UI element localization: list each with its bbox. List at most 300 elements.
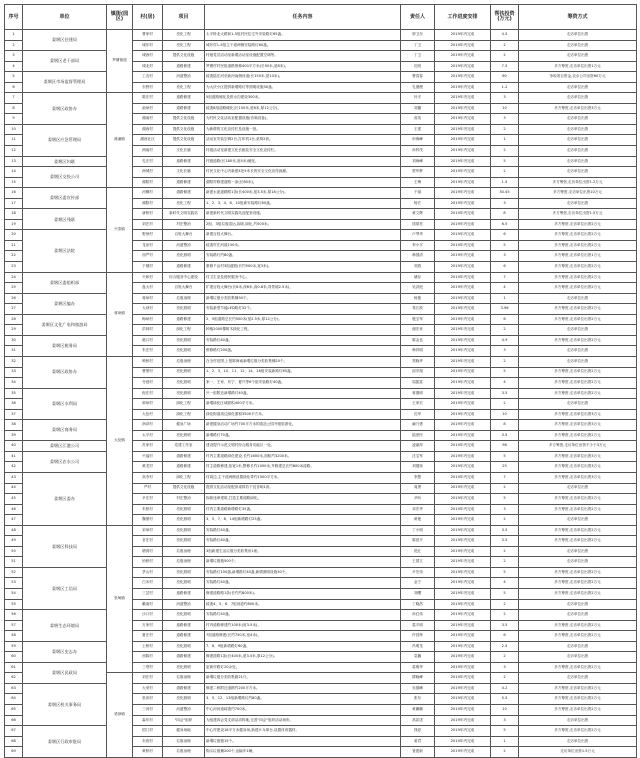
table-row <box>5 188 637 199</box>
content-cell: 修建二桥附近道路约200平方米。 <box>205 683 401 694</box>
funding-cell: 走访单位出资 <box>519 325 637 336</box>
project-cell: 亮化照明 <box>163 304 205 315</box>
invest-cell: 6 <box>491 262 519 273</box>
project-cell: 道路修建 <box>163 314 205 325</box>
table-row <box>5 51 637 62</box>
funding-cell: 走访单位出资 <box>519 736 637 747</box>
content-cell: 中心河河道疏浚约700米。 <box>205 705 401 716</box>
person-cell: 杨宏 <box>401 198 435 209</box>
invest-cell: 2 <box>491 546 519 557</box>
village-cell: 河横村 <box>133 188 163 199</box>
table-row <box>5 93 637 104</box>
row-number: 26 <box>5 293 23 304</box>
invest-cell: 7.5 <box>491 61 519 72</box>
project-cell: 文化长廊 <box>163 146 205 157</box>
row-number: 19 <box>5 219 23 230</box>
funding-cell: 多方筹资,走访单位出资2万元 <box>519 494 637 505</box>
unit-cell: 姜堰生态环境局 <box>23 610 107 642</box>
schedule-cell: 2019年内完成 <box>435 610 491 621</box>
header-village: 村(居) <box>133 5 163 30</box>
funding-cell: 多方筹资,走访单位出资10万元 <box>519 188 637 199</box>
content-cell: 新建水泥道路路1条(长400米,宽3.5米,厚18公分)。 <box>205 188 401 199</box>
schedule-cell: 2019年内完成 <box>435 378 491 389</box>
funding-cell: 多方筹资,走访单位出资2万元 <box>519 662 637 673</box>
village-cell: 太平村 <box>133 430 163 441</box>
project-cell: 道路修建 <box>163 631 205 642</box>
row-number: 5 <box>5 72 23 83</box>
content-cell: 安装路灯约80盏。 <box>205 251 401 262</box>
village-cell: 湖西村 <box>133 124 163 135</box>
village-cell: 寺巷村 <box>133 378 163 389</box>
funding-cell: 多方筹资,走访单位出资2万元 <box>519 620 637 631</box>
schedule-cell: 2019年内完成 <box>435 156 491 167</box>
table-row <box>5 209 637 220</box>
content-cell: 2、5组道路总长约500米(宽2.5米,厚12公分)。 <box>205 314 401 325</box>
funding-cell: 多方筹资,走访单位出资2万元 <box>519 262 637 273</box>
content-cell: 为村民文化活动室配置设施(音响设备)。 <box>205 114 401 125</box>
content-cell: 3、5、12、13组新增路灯约80盏。 <box>205 694 401 705</box>
schedule-cell: 2019年内完成 <box>435 30 491 41</box>
village-cell: 万家村 <box>133 620 163 631</box>
funding-cell: 多方筹资,走访单位出资2万元 <box>519 230 637 241</box>
row-number: 59 <box>5 641 23 652</box>
invest-cell: 3.5 <box>491 430 519 441</box>
schedule-cell: 2019年内完成 <box>435 683 491 694</box>
funding-cell: 多方筹资,走访单位出资2万元 <box>519 219 637 230</box>
schedule-cell: 2019年内完成 <box>435 462 491 473</box>
funding-cell: 走访单位出资 <box>519 146 637 157</box>
table-row <box>5 124 637 135</box>
village-cell: 东府村 <box>133 736 163 747</box>
unit-cell: 姜堰区委办 <box>23 472 107 525</box>
village-cell: 宋垛村 <box>133 525 163 536</box>
row-number: 10 <box>5 124 23 135</box>
schedule-cell: 2019年内完成 <box>435 652 491 663</box>
row-number: 53 <box>5 578 23 589</box>
invest-cell: 2 <box>491 557 519 568</box>
schedule-cell: 2019年内完成 <box>435 198 491 209</box>
invest-cell: 4.9 <box>491 335 519 346</box>
content-cell: 3、5、7、8、14组新增路灯25盏。 <box>205 515 401 526</box>
invest-cell: 2 <box>491 124 519 135</box>
row-number: 42 <box>5 462 23 473</box>
table-row <box>5 662 637 673</box>
schedule-cell: 2019年内完成 <box>435 314 491 325</box>
invest-cell: 8 <box>491 420 519 431</box>
project-cell: 亮化照明 <box>163 430 205 441</box>
project-cell: 绿化工程 <box>163 325 205 336</box>
village-cell: 俞垛村 <box>133 103 163 114</box>
schedule-cell: 2019年内完成 <box>435 494 491 505</box>
project-cell: 绿化工程 <box>163 472 205 483</box>
schedule-cell: 2019年内完成 <box>435 662 491 673</box>
content-cell: 7组道路修建(长约750米,宽4米)。 <box>205 631 401 642</box>
content-cell: 罗塘村村民组道路维修400平方米(长50米,宽8米)。 <box>205 61 401 72</box>
schedule-cell: 2019年内完成 <box>435 367 491 378</box>
funding-cell: 多方筹资,走访单位出资2万元 <box>519 504 637 515</box>
schedule-cell: 2019年内完成 <box>435 620 491 631</box>
village-cell: 三河村 <box>133 705 163 716</box>
person-cell: 黄艳 <box>401 515 435 526</box>
village-cell: 塘湾村 <box>133 546 163 557</box>
village-cell: 土桥村 <box>133 641 163 652</box>
invest-cell: 6 <box>491 230 519 241</box>
row-number: 67 <box>5 726 23 737</box>
schedule-cell: 2019年内完成 <box>435 747 491 758</box>
person-cell: 易江波 <box>401 304 435 315</box>
content-cell: 活动室安装空调2台,打印机1台,桌椅2套。 <box>205 135 401 146</box>
village-cell: 尹庄村 <box>133 494 163 505</box>
invest-cell: 2 <box>491 747 519 758</box>
schedule-cell: 2019年内完成 <box>435 451 491 462</box>
funding-cell: 多方筹资,走访单位出资不少于3万元 <box>519 441 637 452</box>
content-cell: 3组新建生活垃圾分类收集房1座。 <box>205 546 401 557</box>
invest-cell: 2 <box>491 167 519 178</box>
schedule-cell: 2019年内完成 <box>435 240 491 251</box>
row-number: 62 <box>5 673 23 684</box>
person-cell: 葛明华 <box>401 662 435 673</box>
project-cell: 道路修建 <box>163 652 205 663</box>
village-cell: 茅山村 <box>133 567 163 578</box>
project-cell: 健身广场 <box>163 420 205 431</box>
project-cell: 垃圾治理 <box>163 673 205 684</box>
funding-cell: 多方筹资,走访单位出资2万元 <box>519 567 637 578</box>
village-cell: 森东村 <box>133 715 163 726</box>
funding-cell: 走访单位出资1.5万元 <box>519 747 637 758</box>
village-cell: 西严村 <box>133 251 163 262</box>
invest-cell: 25 <box>491 462 519 473</box>
village-cell: 湖阳村 <box>133 198 163 209</box>
person-cell: 刘曙 <box>401 588 435 599</box>
funding-cell: 多方筹资,走访单位出资2万元 <box>519 388 637 399</box>
table-row <box>5 451 637 462</box>
funding-cell: 多方筹资,走访单位出资2万元 <box>519 283 637 294</box>
unit-cell: 姜堰区应急管理局 <box>23 124 107 156</box>
invest-cell: 6.5 <box>491 219 519 230</box>
row-number: 11 <box>5 135 23 146</box>
funding-cell: 走访单位出资 <box>519 546 637 557</box>
content-cell: 更新村路灯20余处。 <box>205 662 401 673</box>
content-cell: 村民文化中心内新建4处5米长的安全文化宣传画廊。 <box>205 167 401 178</box>
funding-cell: 走访单位出资 <box>519 30 637 41</box>
invest-cell: 2 <box>491 325 519 336</box>
invest-cell: 7 <box>491 472 519 483</box>
funding-cell: 多方筹资,走访单位出资2万元 <box>519 683 637 694</box>
content-cell: 修建道路1条(长400米,宽3.5米,厚12公分)。 <box>205 652 401 663</box>
person-cell: 黄文辉 <box>401 209 435 220</box>
content-cell: 疏浚村庄河道150米。 <box>205 240 401 251</box>
funding-cell: 走访单位出资 <box>519 557 637 568</box>
project-cell: 亮化工程 <box>163 40 205 51</box>
funding-cell: 多方筹资,走访单位出资3万元 <box>519 420 637 431</box>
project-cell: 党建工作室 <box>163 441 205 452</box>
project-cell: 道路修建 <box>163 93 205 104</box>
project-cell: 道路修建 <box>163 156 205 167</box>
town-cell: 大伦镇 <box>107 356 133 525</box>
unit-cell: 姜堰区委宣传部 <box>23 188 107 209</box>
unit-cell: 姜堰区民政局 <box>23 662 107 683</box>
invest-cell: 6 <box>491 631 519 642</box>
invest-cell: 3 <box>491 504 519 515</box>
person-cell: 刘德扬 <box>401 462 435 473</box>
schedule-cell: 2019年内完成 <box>435 167 491 178</box>
village-cell: 夏庄村 <box>133 631 163 642</box>
row-number: 6 <box>5 82 23 93</box>
village-cell: 于楼村 <box>133 262 163 273</box>
invest-cell: 5 <box>491 567 519 578</box>
invest-cell: 5 <box>491 588 519 599</box>
person-cell: 丁卫 <box>401 40 435 51</box>
funding-cell: 多方筹资,走访单位出资2万元 <box>519 536 637 547</box>
row-number: 22 <box>5 251 23 262</box>
invest-cell: 2 <box>491 146 519 157</box>
invest-cell: 2 <box>491 51 519 62</box>
village-cell: 工农村 <box>133 72 163 83</box>
row-number: 18 <box>5 209 23 220</box>
schedule-cell: 2019年内完成 <box>435 82 491 93</box>
person-cell: 冯明龙 <box>401 641 435 652</box>
schedule-cell: 2019年内完成 <box>435 219 491 230</box>
schedule-cell: 2019年内完成 <box>435 40 491 51</box>
row-number: 65 <box>5 705 23 716</box>
village-cell: 严村 <box>133 483 163 494</box>
funding-cell: 走访单位出资 <box>519 610 637 621</box>
invest-cell: 60 <box>491 72 519 83</box>
content-cell: 2组、3组垃圾清运,拆除,绿化,约500米。 <box>205 219 401 230</box>
funding-cell: 走访单位出资 <box>519 82 637 93</box>
content-cell: 湖阳村修建道路一条(长80米)。 <box>205 177 401 188</box>
village-cell: 曹家村 <box>133 30 163 41</box>
person-cell: 王梅 <box>401 177 435 188</box>
town-cell: 张甸镇 <box>107 525 133 673</box>
project-cell: "四会"组织 <box>163 715 205 726</box>
row-number: 48 <box>5 525 23 536</box>
table-row <box>5 567 637 578</box>
person-cell: 刘燕 <box>401 262 435 273</box>
village-cell: 大伦村 <box>133 409 163 420</box>
row-number: 36 <box>5 399 23 410</box>
schedule-cell: 2019年内完成 <box>435 124 491 135</box>
funding-cell: 走访单位出资 <box>519 356 637 367</box>
row-number: 2 <box>5 40 23 51</box>
invest-cell: 3 <box>491 346 519 357</box>
content-cell: 新增路灯70盏。 <box>205 430 401 441</box>
invest-cell: 3 <box>491 114 519 125</box>
person-cell: 吴德峰 <box>401 683 435 694</box>
table-row <box>5 388 637 399</box>
content-cell: 为大庆小区提供新增路灯等照明设施30盏。 <box>205 82 401 93</box>
schedule-cell: 2019年内完成 <box>435 472 491 483</box>
project-cell: 道路修建 <box>163 451 205 462</box>
table-row <box>5 641 637 652</box>
invest-cell: 4 <box>491 283 519 294</box>
person-cell: 陈爱平 <box>401 536 435 547</box>
table-header-row <box>5 5 637 30</box>
schedule-cell: 2019年内完成 <box>435 146 491 157</box>
row-number: 21 <box>5 240 23 251</box>
schedule-cell: 2019年内完成 <box>435 536 491 547</box>
project-cell: 提供文化设施 <box>163 114 205 125</box>
project-cell: 亮化照明 <box>163 504 205 515</box>
person-cell: 尹昕 <box>401 494 435 505</box>
row-number: 27 <box>5 304 23 315</box>
village-cell: 朱桥村 <box>133 504 163 515</box>
village-cell: 兴和村 <box>133 272 163 283</box>
funding-cell: 走访单位出资 <box>519 51 637 62</box>
person-cell: 邓宏华 <box>401 504 435 515</box>
table-row <box>5 167 637 178</box>
header-invest: 帮扶投资(万元) <box>491 5 519 30</box>
unit-cell: 姜堰区科技局 <box>23 525 107 567</box>
person-cell: 钱厚亮 <box>401 219 435 230</box>
table-row <box>5 30 637 41</box>
invest-cell: 5 <box>491 494 519 505</box>
schedule-cell: 2019年内完成 <box>435 283 491 294</box>
schedule-cell: 2019年内完成 <box>435 515 491 526</box>
person-cell: 李小平 <box>401 240 435 251</box>
row-number: 39 <box>5 430 23 441</box>
row-number: 38 <box>5 420 23 431</box>
content-cell: 村周边,主干道两侧设置绿化带约1500平方米。 <box>205 472 401 483</box>
person-cell: 卢琴华 <box>401 230 435 241</box>
funding-cell: 多方筹资,走访单位出资2万元 <box>519 335 637 346</box>
unit-cell: 姜堰区住建局 <box>23 30 107 51</box>
schedule-cell: 2019年内完成 <box>435 135 491 146</box>
row-number: 34 <box>5 378 23 389</box>
invest-cell: 1 <box>491 293 519 304</box>
project-cell: 垃圾治理 <box>163 546 205 557</box>
content-cell: 7、8、9组新增路灯60盏。 <box>205 641 401 652</box>
content-cell: 村级活动室新建文化长廊及安全文化宣传栏。 <box>205 146 401 157</box>
person-cell: 王国文 <box>401 557 435 568</box>
person-cell: 吴洪池 <box>401 283 435 294</box>
funding-cell: 多方筹资,走访单位出资3万元 <box>519 472 637 483</box>
content-cell: 太平桥北大路和1-5组村民住宅外安装路灯65盏。 <box>205 30 401 41</box>
person-cell: 殷宝军 <box>401 314 435 325</box>
table-row <box>5 230 637 241</box>
invest-cell: 4 <box>491 378 519 389</box>
schedule-cell: 2019年内完成 <box>435 715 491 726</box>
invest-cell: 2 <box>491 652 519 663</box>
content-cell: 疏浚4、5、6、7组河道约800米。 <box>205 599 401 610</box>
content-cell: 5组道路硬化及排水沟建设300米。 <box>205 93 401 104</box>
invest-cell: 1 <box>491 135 519 146</box>
project-cell: 亮化照明 <box>163 610 205 621</box>
content-cell: 新建百姓大舞台。 <box>205 230 401 241</box>
village-cell: 洪林村 <box>133 325 163 336</box>
funding-cell: 走访单位出资 <box>519 293 637 304</box>
row-number: 15 <box>5 177 23 188</box>
table-row <box>5 683 637 694</box>
content-cell: 建设提升示范文明村综合服务功能区一处。 <box>205 441 401 452</box>
content-cell: 种植2000棵树木绿化工程。 <box>205 325 401 336</box>
table-row <box>5 441 637 452</box>
project-cell: 亮化照明 <box>163 536 205 547</box>
person-cell: 韩祥明 <box>401 346 435 357</box>
funding-cell: 走访单位出资 <box>519 599 637 610</box>
unit-cell: 姜堰区政协办 <box>23 356 107 388</box>
row-number: 47 <box>5 515 23 526</box>
funding-cell: 多方筹资,走访单位出资1万元 <box>519 61 637 72</box>
town-cell: 梁徐镇 <box>107 673 133 757</box>
row-number: 40 <box>5 441 23 452</box>
schedule-cell: 2019年内完成 <box>435 736 491 747</box>
project-cell: 亮化照明 <box>163 694 205 705</box>
project-cell: 绿化工程 <box>163 409 205 420</box>
project-cell: 亮化照明 <box>163 641 205 652</box>
person-cell: 储存 <box>401 272 435 283</box>
invest-cell: 7 <box>491 272 519 283</box>
schedule-cell: 2019年内完成 <box>435 272 491 283</box>
schedule-cell: 2019年内完成 <box>435 567 491 578</box>
schedule-cell: 2019年内完成 <box>435 388 491 399</box>
unit-cell: 姜堰区委组织部 <box>23 272 107 293</box>
row-number: 13 <box>5 156 23 167</box>
invest-cell: 30.45 <box>491 188 519 199</box>
funding-cell: 走访单位出资 <box>519 198 637 209</box>
content-cell: 1、2、3、4、8、10组新安装路灯80盏。 <box>205 198 401 209</box>
invest-cell: 1.5 <box>491 177 519 188</box>
schedule-cell: 2019年内完成 <box>435 504 491 515</box>
person-cell: 高祁述 <box>401 715 435 726</box>
funding-cell: 多方筹资,走访单位出资2万元 <box>519 705 637 716</box>
person-cell: 杨艳 <box>401 293 435 304</box>
village-cell: 倪庄村 <box>133 388 163 399</box>
header-content: 任务内容 <box>205 5 401 30</box>
person-cell: 廖卫东 <box>401 30 435 41</box>
project-cell: 亮化照明 <box>163 388 205 399</box>
person-cell: 孙红伟 <box>401 610 435 621</box>
row-number: 49 <box>5 536 23 547</box>
header-project: 项目 <box>163 5 205 30</box>
unit-cell: 姜堰区市场监督管理局 <box>23 72 107 93</box>
village-cell: 洲南村 <box>133 146 163 157</box>
project-cell: 道路修建 <box>163 462 205 473</box>
content-cell: 拆除违章建筑,打造主要道路绿化。 <box>205 494 401 505</box>
invest-cell: 5 <box>491 726 519 737</box>
schedule-cell: 2019年内完成 <box>435 230 491 241</box>
unit-cell: 姜堰区行政审批局 <box>23 726 107 758</box>
unit-cell: 姜堰区妇联 <box>23 156 107 167</box>
village-cell: 三岔村 <box>133 588 163 599</box>
person-cell: 丁小明 <box>401 525 435 536</box>
content-cell: 为组建四会党支部活动阵地,完善"四会"组织活动场所。 <box>205 715 401 726</box>
row-number: 60 <box>5 652 23 663</box>
village-cell: 城西村 <box>133 51 163 62</box>
project-cell: 垃圾治理 <box>163 293 205 304</box>
invest-cell: 2 <box>491 483 519 494</box>
row-number: 45 <box>5 494 23 505</box>
content-cell: 购买垃圾桶200个,运输车1辆。 <box>205 747 401 758</box>
row-number: 52 <box>5 567 23 578</box>
schedule-cell: 2019年内完成 <box>435 188 491 199</box>
project-cell: 提供文化设施 <box>163 124 205 135</box>
village-cell: 城东村 <box>133 40 163 51</box>
funding-cell: 多方筹资,走访单位出资1万元 <box>519 251 637 262</box>
person-cell: 沈明 <box>401 61 435 72</box>
row-number: 8 <box>5 103 23 114</box>
funding-cell: 多方筹资,走访单位出资3万元 <box>519 409 637 420</box>
village-cell: 沙口村 <box>133 610 163 621</box>
invest-cell: 5 <box>491 240 519 251</box>
project-cell: 垃圾治理 <box>163 736 205 747</box>
invest-cell: 2 <box>491 40 519 51</box>
content-cell: 安装路灯40盏。 <box>205 536 401 547</box>
project-cell: 道路修建 <box>163 262 205 273</box>
row-number: 12 <box>5 146 23 157</box>
schedule-cell: 2019年内完成 <box>435 114 491 125</box>
table-row <box>5 525 637 536</box>
